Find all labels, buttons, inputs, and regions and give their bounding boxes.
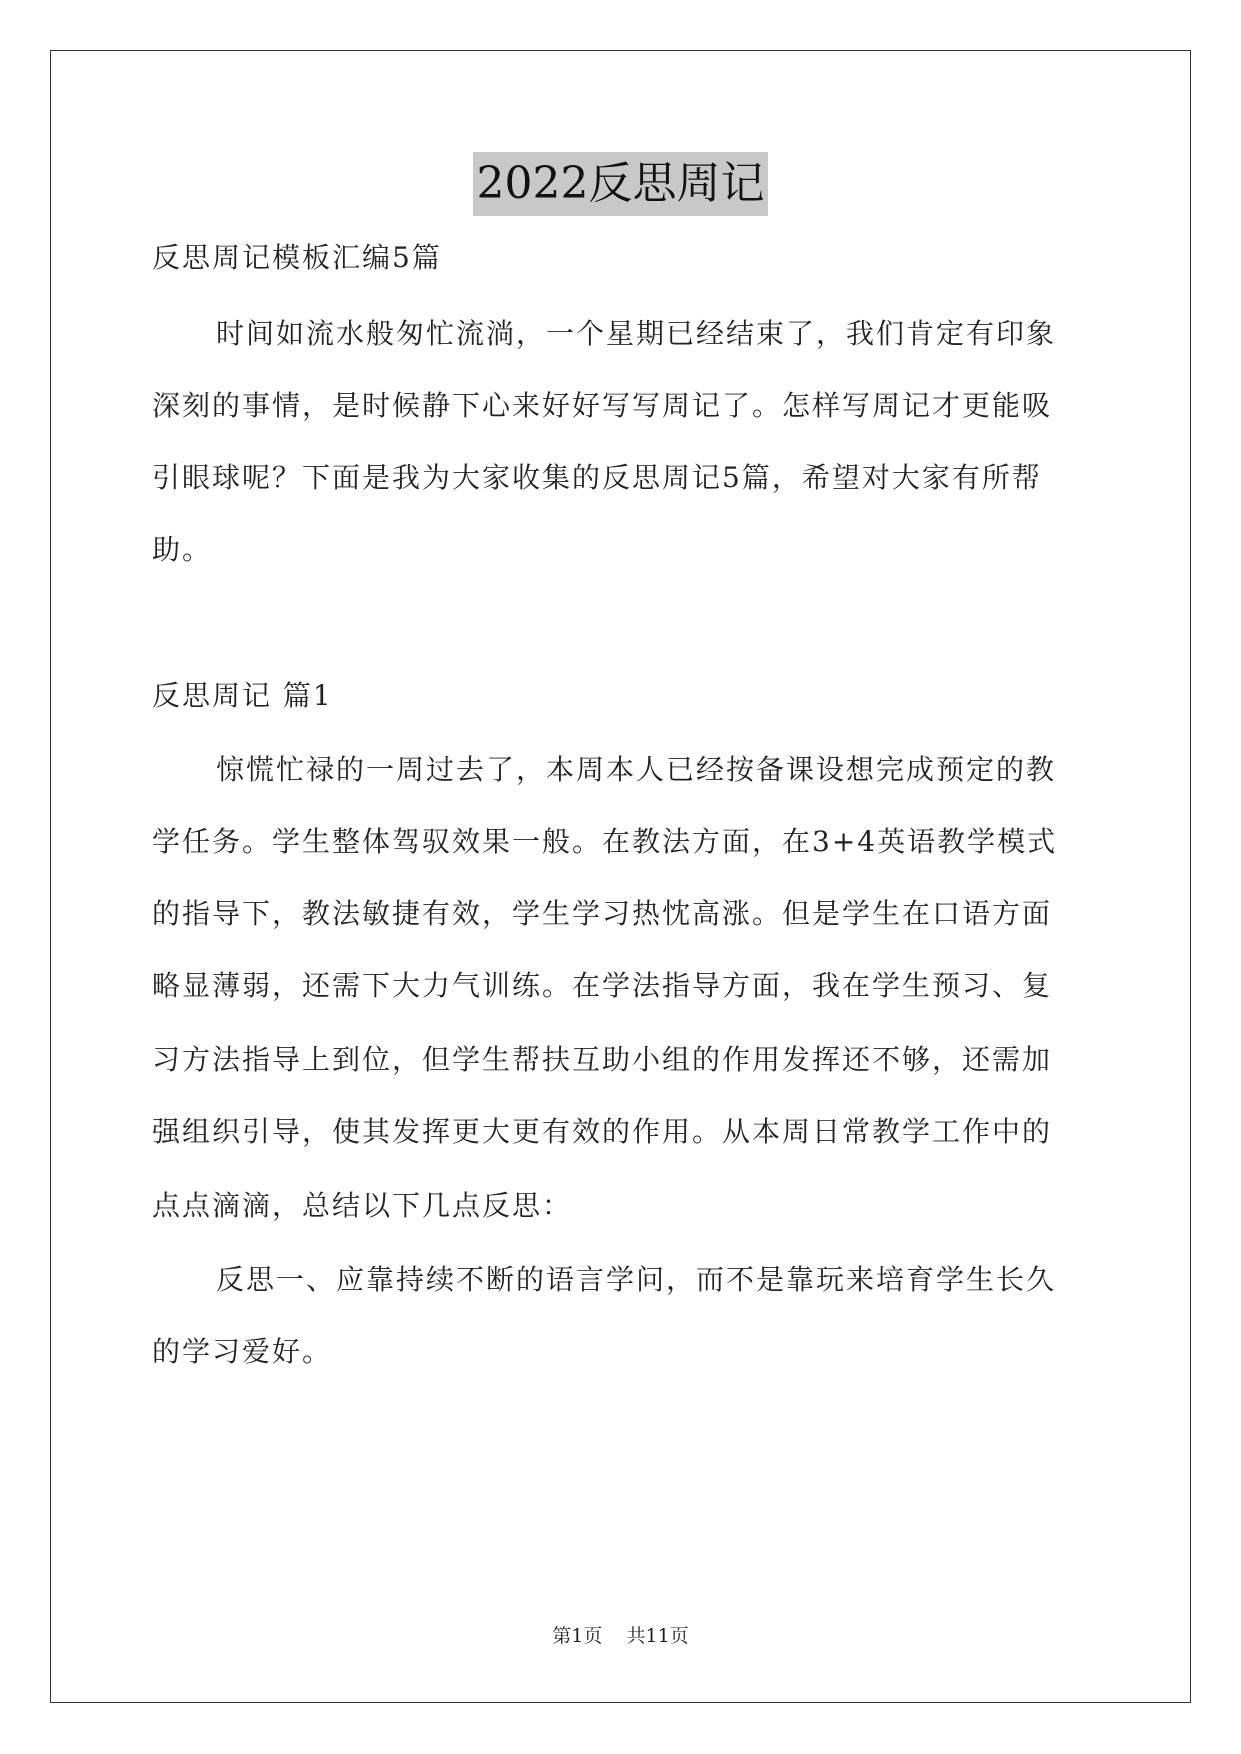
page-border xyxy=(50,50,1191,1703)
page-number: 第1页 xyxy=(552,1625,603,1647)
document-title: 2022反思周记 xyxy=(473,152,769,216)
paragraph-line: 深刻的事情，是时候静下心来好好写写周记了。怎样写周记才更能吸 xyxy=(152,389,1053,422)
paragraph-line: 引眼球呢？下面是我为大家收集的反思周记5篇，希望对大家有所帮 xyxy=(152,461,1042,494)
page-footer xyxy=(0,1623,1241,1649)
title-container xyxy=(0,152,1241,216)
paragraph-line: 的指导下，教法敏捷有效，学生学习热忱高涨。但是学生在口语方面 xyxy=(152,897,1053,930)
paragraph-line: 习方法指导上到位，但学生帮扶互助小组的作用发挥还不够，还需加 xyxy=(152,1043,1053,1076)
paragraph-line: 助。 xyxy=(152,533,213,566)
paragraph-line: 强组织引导，使其发挥更大更有效的作用。从本周日常教学工作中的 xyxy=(152,1115,1053,1148)
paragraph-line: 学任务。学生整体驾驭效果一般。在教法方面，在3+4英语教学模式 xyxy=(152,825,1058,858)
paragraph-line: 的学习爱好。 xyxy=(152,1335,333,1368)
paragraph-line: 时间如流水般匆忙流淌，一个星期已经结束了，我们肯定有印象 xyxy=(216,317,1057,350)
page-total: 共11页 xyxy=(626,1625,689,1647)
paragraph-line: 略显薄弱，还需下大力气训练。在学法指导方面，我在学生预习、复 xyxy=(152,969,1053,1002)
paragraph-line: 惊慌忙禄的一周过去了，本周本人已经按备课设想完成预定的教 xyxy=(216,753,1057,786)
subtitle-line: 反思周记模板汇编5篇 xyxy=(152,241,442,274)
paragraph-line: 反思一、应靠持续不断的语言学问，而不是靠玩来培育学生长久 xyxy=(216,1263,1057,1296)
paragraph-line: 点点滴滴，总结以下几点反思： xyxy=(152,1189,573,1222)
section-heading: 反思周记 篇1 xyxy=(152,679,333,712)
